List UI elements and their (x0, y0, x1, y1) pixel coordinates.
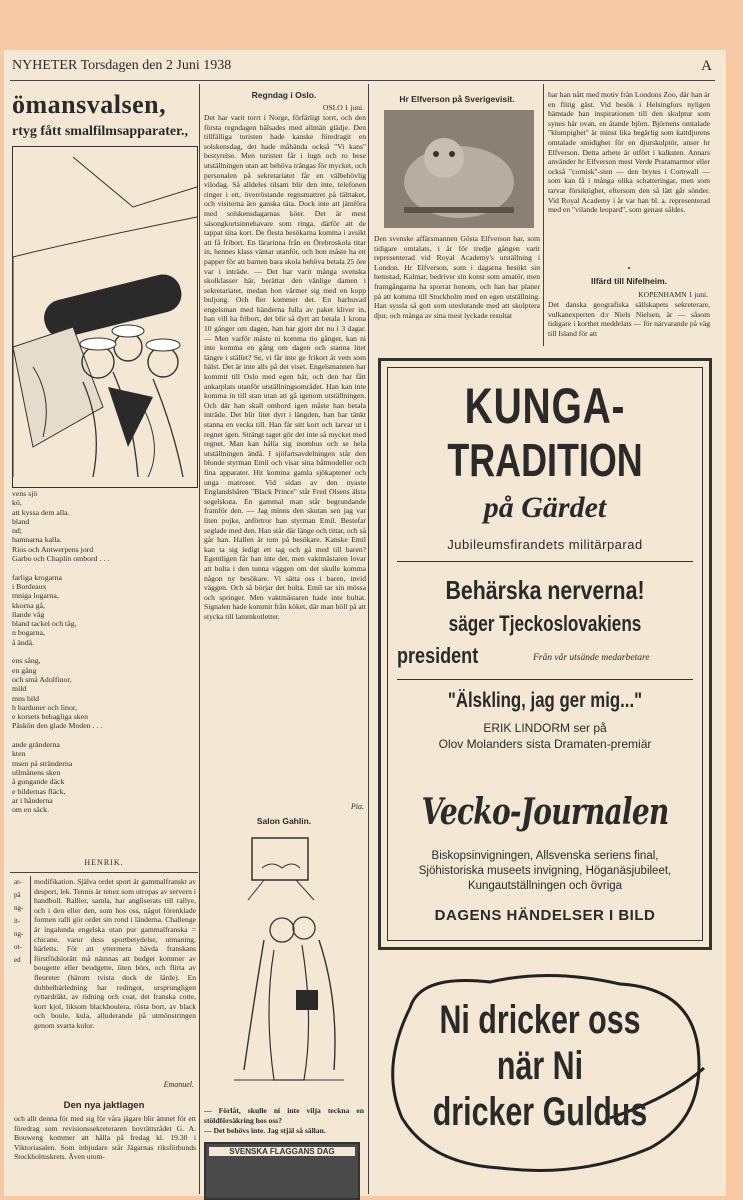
page-header (12, 58, 712, 74)
margin-fragment: ng- (14, 904, 24, 912)
ad-alskling: "Älskling, jag ger mig..." (447, 689, 643, 712)
sailors-cartoon-drawing (13, 147, 197, 487)
ad-sager: säger Tjeckoslovakiens (448, 611, 642, 636)
bear-sculpture-image (384, 110, 534, 228)
poem-line (12, 731, 196, 740)
poem-author: HENRIK. (84, 858, 124, 867)
poem-line: en gång (12, 665, 37, 675)
margin-fragment: ng- (14, 930, 24, 938)
separator-dot: • (627, 264, 631, 273)
ad-rule (397, 679, 693, 680)
ad-olov: Olov Molanders sista Dramaten-premiär (438, 737, 652, 751)
poem-line: ullmånens sken (12, 767, 61, 777)
poem-line: bland (12, 516, 30, 526)
ad-kunga: KUNGA- (464, 378, 626, 434)
flag-day-banner: SVENSKA FLAGGANS DAG (209, 1147, 355, 1156)
ad-description: Biskopsinvigningen, Allsvenska seriens final, Sjöhistoriska museets invigning, Höganäsjubileet, Kungautställningen och övriga (418, 850, 672, 892)
poem-line: kkorna gå, (12, 600, 45, 610)
poem-line: i Bordeaux (12, 581, 47, 591)
ad-beharska: Behärska nerverna! (445, 575, 645, 605)
ilfard-title: Ilfärd till Nifelheim. (590, 276, 668, 286)
poem-text (12, 489, 196, 814)
poem-line: mns bild (12, 693, 40, 703)
poem-line: å gungande däck (12, 777, 65, 787)
poem-line: kten (12, 749, 26, 759)
guldus-line1: Ni dricker oss (439, 998, 641, 1042)
margin-fragment: ot- (14, 943, 22, 951)
cartoon-illustration (12, 146, 198, 488)
section-rule (30, 876, 31, 964)
regndag-dateline: OSLO 1 juni. (322, 103, 364, 112)
salon-caption-1: — Förlåt, skulle ni inte vilja teckna en stöldförsäkring hos oss? (204, 1106, 364, 1125)
ad-tradition: TRADITION (447, 434, 643, 486)
sport-article-author: Emanuel. (163, 1080, 194, 1089)
margin-fragment: på (14, 891, 21, 899)
poem-line: å ändå. (12, 637, 35, 647)
poem-line: ens sång, (12, 656, 41, 666)
poem-line: om en säck. (12, 805, 50, 815)
guldus-line3: dricker Guldus (432, 1090, 648, 1134)
sport-article-text: modifikation. Själva ordet sport är gammalfranskt av desport, lek. Tennis är tenez som utropas av servern i handboll. Rallier, samla, har angliserats till rallye, och i den eller den, som hos oss, något förenklade formen ralli gör ordet sin rond i länderna. Challenge är ingalunda engelska utan pur gammalfranska = chicane, varur dess sportbetydelse, utmaning, härletts. För att yttermera hävda franskans förstfödslorätt må nämnas att budget kommer av bougette eller beudgette, liten börs, och flirta av fleureter (härom tvista dock de lärde). En dubbelhärledning har redingot, ursprungligen ryttardräkt, av ridning och coat, det franska cotte, kort kjol, liksom blackboulera, rösta bort, av black och boule, kula, alluderande på utmönstringen genom svarta kulor. (34, 877, 196, 1030)
poem-line: mniga logarna, (12, 591, 59, 601)
jakt-article-title: Den nya jaktlagen (63, 1100, 145, 1111)
vecko-journalen-ad (378, 358, 712, 950)
margin-fragment: ar- (14, 878, 22, 886)
ad-fran: Från vår utsände medarbetare (533, 653, 650, 663)
bear-sculpture-photo (384, 110, 534, 228)
poem-line: hamnarna kalla. (12, 535, 62, 545)
ilfard-dateline: KOPENHAMN 1 juni. (638, 290, 708, 299)
regndag-text: Det har varit torrt i Norge, förfärligt torrt, och den första regndagen hälsades med allmän glädje. Den tillfälliga turisten hade kanske föredragit en solskensdag, det hade måhända också "Vi kans" bestyrelse. Men turisten får i lugn och ro bese utställningen utan att behöva trängas för mycket, och personalen på sekretariatet får en välbehövlig vilodag. Så alldeles tilsam blir den inte, telefonen ringer i ett, överröstande regnsmattret på tälttaket, och visiterna äro ganska täta. Dock inte att jämföra med solskensdagarnas köer. Det är mest säsongkortsinnehavare som ringa, därför att de tappat sina kort. De flesta besökarna komma i avsikt att få fribort. En lärarinna från en Örebroskola titar in, hennes klass väntar utanför, och hon måste ha ett papper för att barnen bara skola behöva betala 25 öre var i inträde. — Det har varit många svenska skolklasser här, berättar den vänlige damen i sekretariatet, medan hon värmer sig med en kopp buljong. Och fler kommer det. En barhuvad engelsman med händerna fulla av paket kliver in, han vill ha fribort, det blir så dyrt att betala 1 krona 10 gånger om dagen, han har gjort det nu i 3 dagar. — Men varför måste ni komma tio gånger, kan ni inte komma en gång om dagen och stanna litet längre i stället? Se, vi får inte ge frikort åt vem som hälst. Det är inte alls på det viset. Engelsmannen har kommit till Oslo med egen båt, och den har fått ankarplats utanför utställningsområdet. Han kan inte komma in till stan utan att gå igenom utställningen. Och där han skall ombord igen måste han betala inträde. Det blir litet dyrt i längden, han har tänkt stanna en vecka till. Han får sitt kort och larvar ut i regnet igen. Strängt taget gör det inte så mycket med regnet. Man kan hålla sig inomhus och se hela utställningen ändå. I sjöfartsavdelningen står den blonde styrman Emil och visar sina båtmodeller och fina apparater. Hit komma gamla sjökaptener och unga matroser. Vid sidan av den nyaste Englandsbåten "Black Prince" står Fred Olsens älsta segelskuta. En gammal man står begrundande framför den. — Jag minns den skutan sen jag var liten pojke, anförtror han styrman Emil. Bestefar seglade med den. Han står där länge och tittar, och så går han. Hallen är tom på besökare. Kanske Emil kan ta sig ledigt ett tag och gå med till baren? Egentligen får han inte det, men vaktmästaren lovar att bulta i den tunna väggen om det skulle komma någon ny besökare. Vi sätta oss i baren, invid väggen. Och så börjar det bulta. Emil tar sin mössa och springer. Men vaktmästaren hade inte bultat. Signalen hade kommit från köket, där man höll på att stycka till lammkotletter. (204, 113, 366, 621)
poem-line: Rios och Antwerpens jord (12, 544, 94, 554)
poem-line: e bildernas fläck, (12, 786, 66, 796)
column-divider (543, 84, 544, 346)
article-title: ömansvalsen, (12, 90, 167, 119)
salon-caption-2: — Det behövs inte. Jag stjäl så sällan. (204, 1126, 326, 1135)
article-subtitle: rtyg fått smalfilmsapparater., (12, 124, 189, 139)
column-divider (199, 84, 200, 1194)
ad-pa-gardet: på Gärdet (483, 491, 607, 524)
poem-line: ande gränderna (12, 740, 60, 750)
ad-brand: Vecko-Journalen (421, 791, 669, 833)
elfverson-text-col1: Den svenske affärsmannen Gösta Elfverson har, som tidigare omtalats, i år för tredje gången varit representerad vid Royal Academy's utställning i London. Hr Elfverson, som i dagarna besökt sin hemstad, Kalmar, bedriver sin konst som amatör, men framgångarna ha sporrat honom, och han har planer på att komma till Stockholm med en egen utställning. Han syssla så gott som uteslutande med att skulptera djur, och många av sina mest lyckade resultat (374, 234, 540, 320)
poem-line: n bogarna, (12, 628, 45, 638)
jakt-article-text: och allt denna för med sig för våra jägare blir ämnet för ett föredrag som revisionssekreteraren hovrättsrådet G. A. Bouweng kommer att hålla på fredag kl. 19.30 i Viktoriasalen. Som inbjudare står Jägarnas riksförbunds Stockholmskrets. Även utom- (14, 1114, 196, 1162)
guldus-line2: när Ni (496, 1044, 584, 1088)
section-rule (10, 872, 198, 873)
poem-line (12, 647, 196, 656)
paper-date: Torsdagen den 2 Juni 1938 (80, 58, 232, 73)
elfverson-title: Hr Elfverson på Sverigevisit. (399, 94, 515, 104)
flag-day-image (204, 1142, 360, 1200)
ad-erik: ERIK LINDORM ser på (483, 721, 607, 735)
regndag-title: Regndag i Oslo. (251, 90, 317, 100)
poem-line: och små Adolfinor, (12, 674, 72, 684)
header-rule (10, 80, 715, 81)
poem-line: ar i hånderna (12, 795, 53, 805)
guldus-ad (380, 968, 706, 1186)
elfverson-text-col2: har han nått med motiv från Londons Zoo, där han är en flitig gäst. Vid besök i Helsingfors nyligen hämtade han inspirationen till den skulptur som synes här ovan, en åtande björn. Björnens omtalade "klumpighet" är minst lika begärlig som kattdjurens omtalade smidighet för en djurskulptör, anser hr Elfverson. Detta arbete är utfört i kalksten. Annars använder hr Elfverson mest Verde Pratamarmor eller också "cornisk"-sten — den brytes i Cornwall — som kan få i många olika schatteringar, men som tarvar försiktighet, eftersom den så lätt går sönder. Vid Royal Academy i år var han bl. a. representerad med en "vilande leopard", som genast såldes. (548, 90, 710, 215)
page-letter: A (701, 58, 712, 74)
burglar-cartoon-drawing (204, 830, 364, 1100)
paper-name: NYHETER (12, 58, 78, 73)
poem-line: nd; (12, 526, 22, 536)
poem-line: att kyssa dem alla. (12, 507, 70, 517)
poem-line: e korsets behagliga sken (12, 712, 88, 722)
regndag-author: Pia. (350, 802, 364, 811)
salon-cartoon (204, 830, 364, 1100)
margin-fragment: it- (14, 917, 21, 925)
ad-dagens: DAGENS HÄNDELSER I BILD (434, 907, 656, 924)
poem-line: bland tackel och tåg, (12, 619, 77, 629)
ilfard-text: Det danska geografiska sällskapets sekreterare, vulkanexperten d:r Niels Nielsen, är — såsom tidigare i korthet meddelats — för närvarande på väg till Island för att (548, 300, 710, 338)
margin-fragment: ed (14, 956, 21, 964)
poem-line: msen på stränderna (12, 758, 73, 768)
poem-line: mild (12, 684, 27, 694)
poem-line: vens sjö (12, 489, 38, 498)
ad-president: president (397, 643, 479, 668)
poem-line: Garbo och Chaplin ombord . . . (12, 554, 110, 564)
ad-rule (397, 561, 693, 562)
poem-line: kö, (12, 498, 22, 508)
poem-line: llande våg (12, 609, 45, 619)
poem-line (12, 563, 196, 572)
poem-line: farliga krogarna (12, 572, 63, 582)
salon-title: Salon Gahlin. (256, 816, 312, 826)
column-divider (368, 84, 369, 1194)
margin-fragments (14, 876, 28, 967)
ad-jubileum: Jubileumsfirandets militärparad (447, 537, 643, 552)
poem-line: Påskön den glade Moden . . . (12, 721, 103, 731)
poem-line: h barduner och linor, (12, 702, 78, 712)
